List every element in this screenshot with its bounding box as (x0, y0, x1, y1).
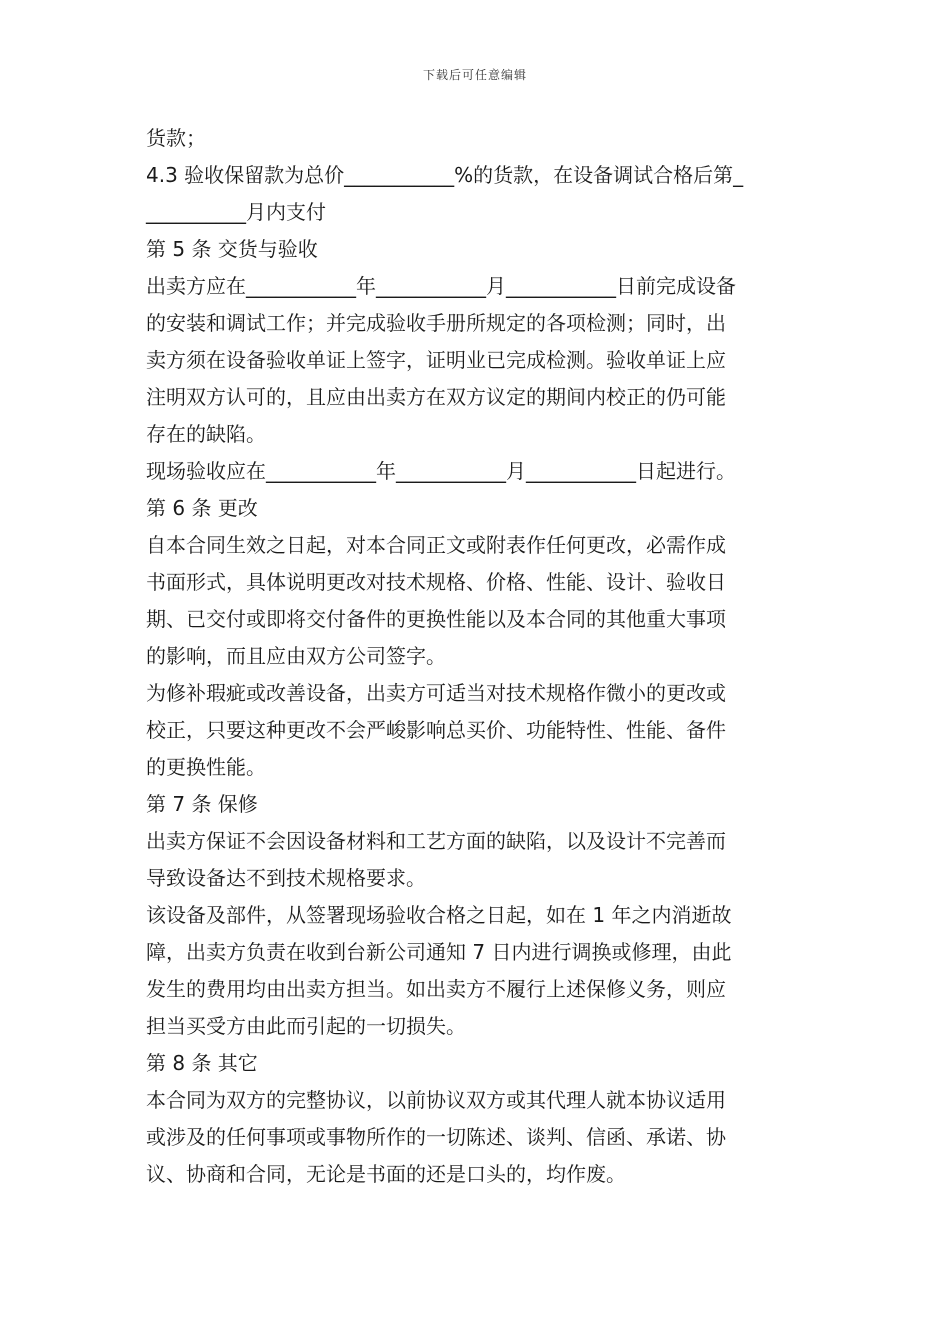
text-line: 为修补瑕疵或改善设备，出卖方可适当对技术规格作微小的更改或 (146, 681, 726, 705)
text-line: 导致设备达不到技术规格要求。 (146, 866, 426, 890)
text-line: 卖方须在设备验收单证上签字，证明业已完成检测。验收单证上应 (146, 348, 726, 372)
text-line: 货款； (146, 126, 206, 150)
text-line: 的更换性能。 (146, 755, 266, 779)
section-heading: 第 7 条 保修 (146, 792, 258, 816)
text-line: 校正，只要这种更改不会严峻影响总买价、功能特性、性能、备件 (146, 718, 726, 742)
document-body (146, 120, 810, 1193)
page-header: 下载后可任意编辑 (422, 68, 527, 82)
text-line: 本合同为双方的完整协议，以前协议双方或其代理人就本协议适用 (146, 1088, 726, 1112)
text-line: 的安装和调试工作；并完成验收手册所规定的各项检测；同时，出 (146, 311, 726, 335)
text-line: 障，出卖方负责在收到台新公司通知 7 日内进行调换或修理，由此 (146, 940, 732, 964)
text-line: 期、已交付或即将交付备件的更换性能以及本合同的其他重大事项 (146, 607, 726, 631)
text-line: 议、协商和合同，无论是书面的还是口头的，均作废。 (146, 1162, 626, 1186)
text-line: 出卖方保证不会因设备材料和工艺方面的缺陷，以及设计不完善而 (146, 829, 726, 853)
text-line: 4.3 验收保留款为总价___________%的货款，在设备调试合格后第_ (146, 163, 744, 187)
text-line: 现场验收应在___________年___________月___________日起进行。 (146, 459, 736, 483)
text-line: 出卖方应在___________年___________月___________日前完成设备 (146, 274, 736, 298)
text-line: 存在的缺陷。 (146, 422, 266, 446)
text-line: 注明双方认可的，且应由出卖方在双方议定的期间内校正的仍可能 (146, 385, 726, 409)
section-heading: 第 6 条 更改 (146, 496, 258, 520)
text-line: 自本合同生效之日起，对本合同正文或附表作任何更改，必需作成 (146, 533, 726, 557)
text-line: 或涉及的任何事项或事物所作的一切陈述、谈判、信函、承诺、协 (146, 1125, 726, 1149)
text-line: 书面形式，具体说明更改对技术规格、价格、性能、设计、验收日 (146, 570, 726, 594)
text-line: 该设备及部件，从签署现场验收合格之日起，如在 1 年之内消逝故 (146, 903, 732, 927)
text-line: 发生的费用均由出卖方担当。如出卖方不履行上述保修义务，则应 (146, 977, 726, 1001)
text-line: 的影响，而且应由双方公司签字。 (146, 644, 446, 668)
section-heading: 第 5 条 交货与验收 (146, 237, 318, 261)
text-line: 担当买受方由此而引起的一切损失。 (146, 1014, 466, 1038)
section-heading: 第 8 条 其它 (146, 1051, 258, 1075)
text-line: __________月内支付 (146, 200, 326, 224)
